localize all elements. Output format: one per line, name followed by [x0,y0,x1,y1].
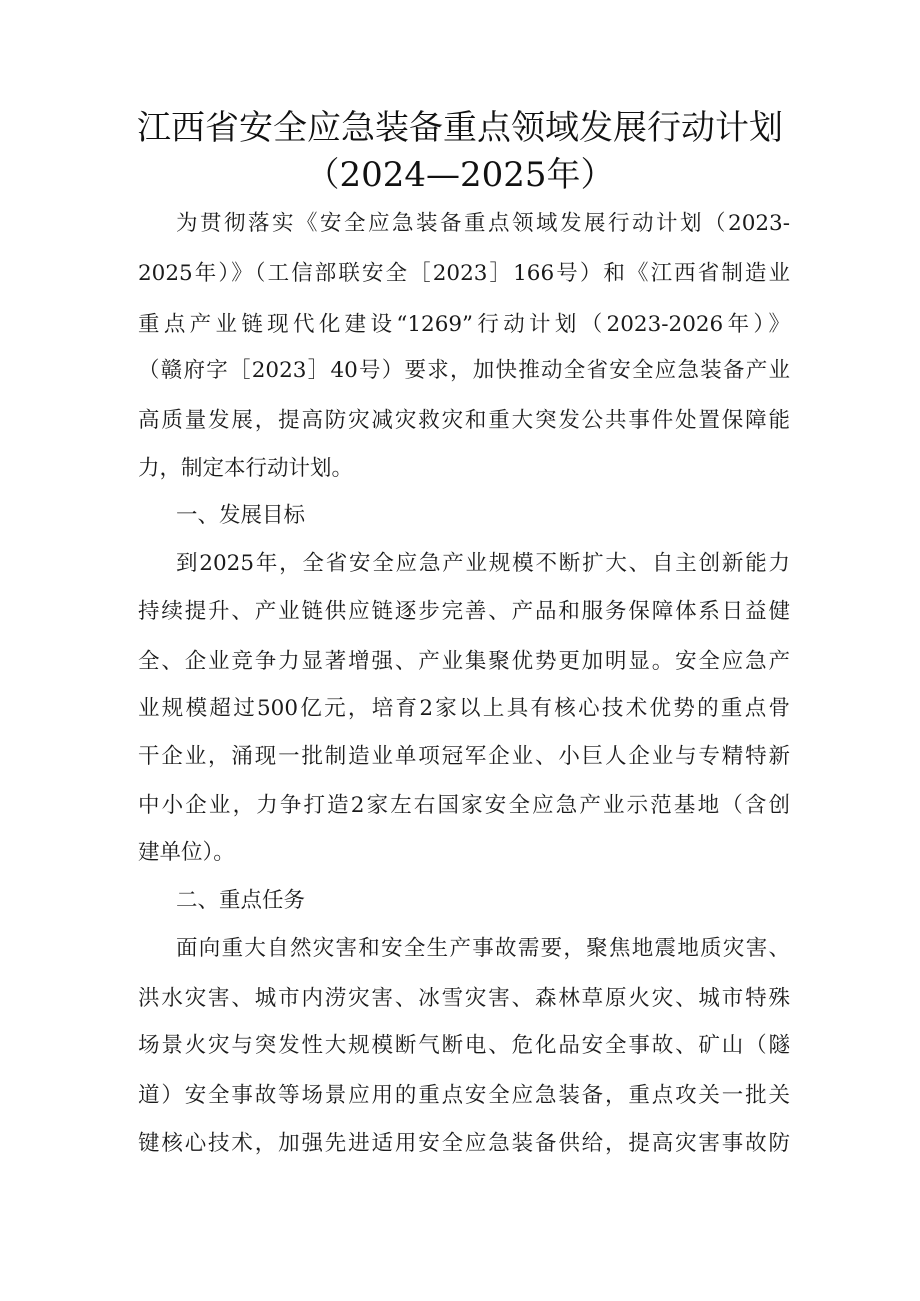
document-subtitle-years: （2024—2025年） [305,155,615,195]
document-title: 江西省安全应急装备重点领域发展行动计划 [137,108,783,148]
intro-line: 2025年）》（工信部联安全［2023］166号）和《江西省制造业 [138,261,790,286]
goals-line: 全、企业竞争力显著增强、产业集聚优势更加明显。安全应急产 [138,649,790,674]
goals-line: 建单位）。 [138,840,235,865]
tasks-line: 道）安全事故等场景应用的重点安全应急装备，重点攻关一批关 [138,1083,790,1108]
goals-line: 中小企业，力争打造2家左右国家安全应急产业示范基地（含创 [138,793,790,818]
intro-line: 力，制定本行动计划。 [138,456,354,481]
tasks-line: 键核心技术，加强先进适用安全应急装备供给，提高灾害事故防 [138,1131,790,1156]
section-heading-tasks: 二、重点任务 [176,888,306,913]
intro-line: 高质量发展，提高防灾减灾救灾和重大突发公共事件处置保障能 [138,408,790,433]
intro-line: 重点产业链现代化建设“1269”行动计划（2023-2026年）》 [138,312,790,337]
intro-line: （赣府字［2023］40号）要求，加快推动全省安全应急装备产业 [138,358,790,383]
goals-line: 业规模超过500亿元，培育2家以上具有核心技术优势的重点骨 [138,696,790,721]
tasks-line: 面向重大自然灾害和安全生产事故需要，聚焦地震地质灾害、 [176,936,790,961]
section-heading-goals: 一、发展目标 [176,503,306,528]
tasks-line: 洪水灾害、城市内涝灾害、冰雪灾害、森林草原火灾、城市特殊 [138,986,790,1011]
intro-line: 为贯彻落实《安全应急装备重点领域发展行动计划（2023- [176,211,790,236]
goals-line: 持续提升、产业链供应链逐步完善、产品和服务保障体系日益健 [138,599,790,624]
tasks-line: 场景火灾与突发性大规模断气断电、危化品安全事故、矿山（隧 [138,1033,790,1058]
goals-line: 到2025年，全省安全应急产业规模不断扩大、自主创新能力 [176,551,790,576]
goals-line: 干企业，涌现一批制造业单项冠军企业、小巨人企业与专精特新 [138,744,790,769]
